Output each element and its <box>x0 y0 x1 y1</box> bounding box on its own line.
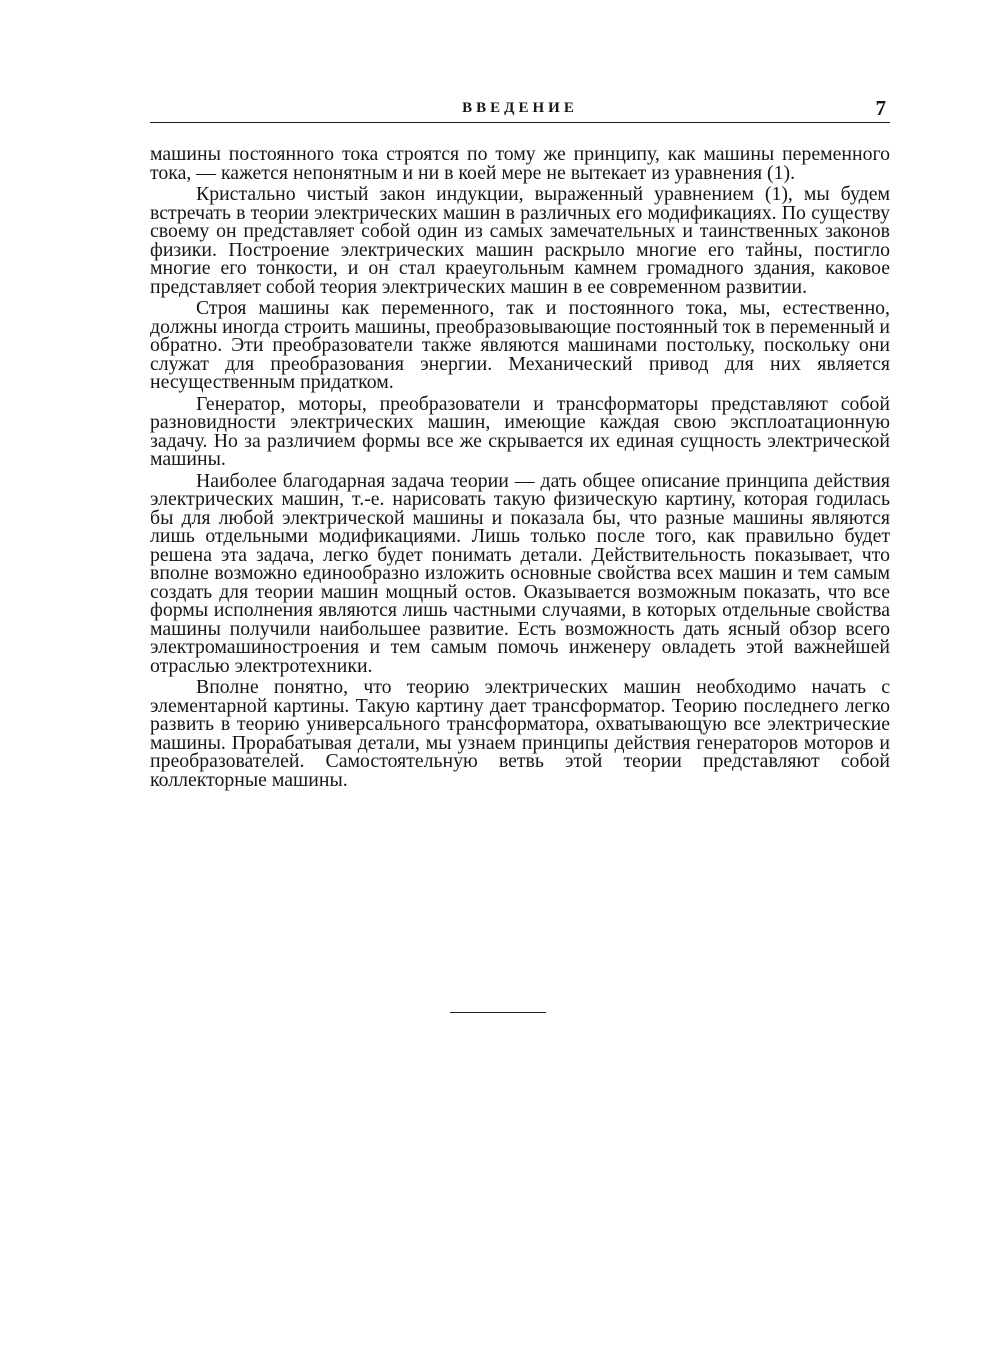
paragraph-theory-task: Наиболее благодарная задача теории — дать общее описание принципа действия электрических машин, т.-е. нарисовать такую физическую картину, которая годилась бы для любой электрической машины и показала бы, что разные машины являются лишь отдельными модификациями. Лишь только после того, как правильно будет решена эта задача, легко будет понимать детали. Действительность показывает, что вполне возможно единообразно изложить основные свойства всех машин и тем самым создать для теории машин мощный остов. Оказывается возможным показать, что все формы исполнения являются лишь частными случаями, в которых отдельные свойства машины получили наибольшее развитие. Есть возможность дать ясный обзор всего электромашиностроения и тем самым помочь инженеру овладеть этой важнейшей отраслью электротехники. <box>150 469 890 677</box>
end-of-section-rule <box>450 1012 546 1013</box>
paragraph-transformer: Вполне понятно, что теорию электрических машин необходимо начать с элементарной картины. Такую картину дает трансформатор. Теорию последнего легко развить в теорию универсального трансформатора, охватывающую все электрические машины. Прорабатывая детали, мы узнаем принципы действия генераторов моторов и преобразователей. Самостоятельную ветвь этой теории представляют собой коллекторные машины. <box>150 676 890 791</box>
running-title: ВВЕДЕНИЕ <box>462 100 578 116</box>
paragraph-machine-types: Генератор, моторы, преобразователи и трансформаторы представляют собой разновидности электрических машин, имеющие каждая свою эксплоатационную задачу. Но за различием формы все же скрывается их единая сущность электрической машины. <box>150 392 890 470</box>
running-head <box>150 96 890 123</box>
paragraph-induction-law: Кристально чистый закон индукции, выраженный уравнением (1), мы будем встречать в теории электрических машин в различных его модификациях. По существу своему он представляет собой один из самых замечательных и таинственных законов физики. Построение электрических машин раскрыло многие его тайны, постигло многие его тонкости, и он стал краеугольным камнем громадного здания, каковое представляет собой теория электрических машин в ее современном развитии. <box>150 183 890 298</box>
page-number: 7 <box>875 96 886 120</box>
book-page <box>150 96 890 792</box>
paragraph-continuation: машины постоянного тока строятся по тому же принципу, как машины переменного тока, — кажется непонятным и ни в коей мере не вытекает из уравнения (1). <box>150 143 890 184</box>
paragraph-converters: Строя машины как переменного, так и постоянного тока, мы, естественно, должны иногда строить машины, преобразовывающие постоянный ток в переменный и обратно. Эти преобразователи также являются машинами постольку, поскольку они служат для преобразования энергии. Механический привод для них является несущественным придатком. <box>150 297 890 393</box>
body-text <box>150 145 890 789</box>
